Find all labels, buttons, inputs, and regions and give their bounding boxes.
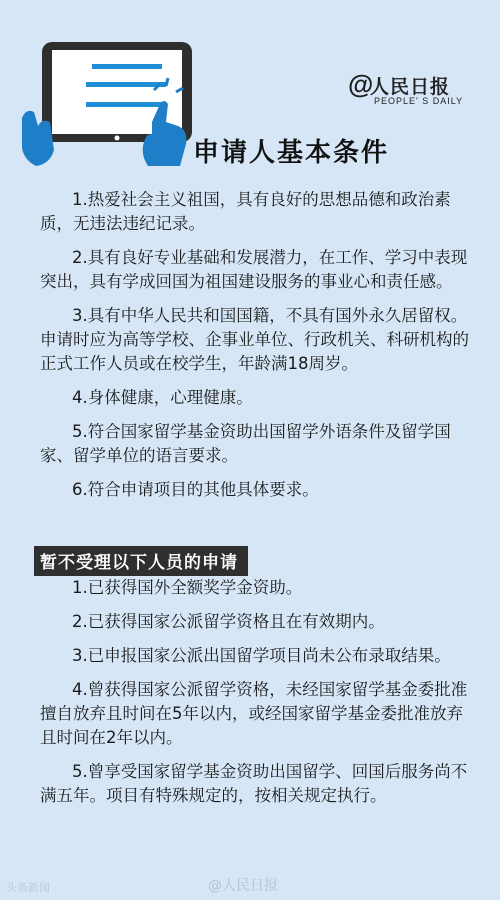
at-icon: @: [348, 69, 374, 99]
restriction-item: 4.曾获得国家公派留学资格，未经国家留学基金委批准擅自放弃且时间在5年以内，或经国家留学基金委批准放弃且时间在2年以内。: [40, 680, 468, 747]
restriction-item: 1.已获得国外全额奖学金资助。: [72, 578, 303, 597]
condition-item: 2.具有良好专业基础和发展潜力，在工作、学习中表现突出，具有学成回国为祖国建设服务的事业心和责任感。: [40, 248, 468, 291]
logo-text: 人民日报: [370, 76, 451, 98]
section-label: 暂不受理以下人员的申请: [34, 546, 248, 576]
restriction-item: 5.曾享受国家留学基金资助出国留学、回国后服务尚不满五年。项目有特殊规定的，按相关规定执行。: [40, 762, 468, 805]
restriction-item: 2.已获得国家公派留学资格且在有效期内。: [72, 612, 385, 631]
condition-item: 6.符合申请项目的其他具体要求。: [72, 480, 319, 499]
restrictions-list: [40, 576, 470, 818]
watermark-center: @人民日报: [208, 878, 278, 894]
watermark-left: 头条新闻: [6, 881, 50, 894]
conditions-list: [40, 188, 470, 512]
logo-subtitle: PEOPLE' S DAILY: [374, 96, 464, 106]
tablet-hand-illustration: [20, 30, 220, 170]
condition-item: 1.热爱社会主义祖国，具有良好的思想品德和政治素质，无违法违纪记录。: [40, 190, 451, 233]
condition-item: 5.符合国家留学基金资助出国留学外语条件及留学国家、留学单位的语言要求。: [40, 422, 451, 465]
condition-item: 4.身体健康，心理健康。: [72, 388, 253, 407]
condition-item: 3.具有中华人民共和国国籍，不具有国外永久居留权。申请时应为高等学校、企事业单位、行政机关、科研机构的正式工作人员或在校学生，年龄满18周岁。: [40, 306, 469, 373]
peoples-daily-logo: [348, 69, 468, 112]
page-title: 申请人基本条件: [193, 138, 390, 168]
restriction-item: 3.已申报国家公派出国留学项目尚未公布录取结果。: [72, 646, 451, 665]
